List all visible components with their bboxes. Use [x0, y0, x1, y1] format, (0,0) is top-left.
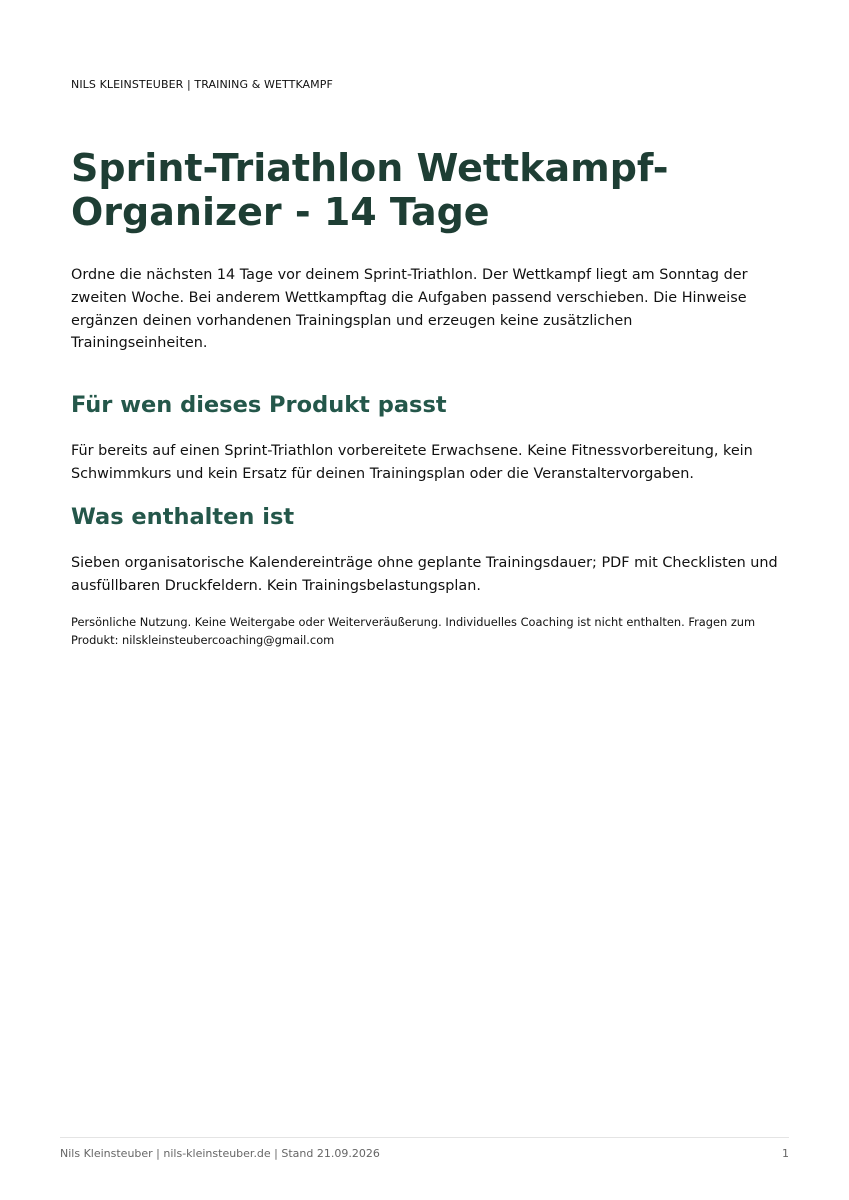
section-text-contents: Sieben organisatorische Kalendereinträge ohne geplante Trainingsdauer; PDF mit Checklisten und ausfüllbaren Druckfeldern. Kein Trainingsbelastungsplan. [71, 555, 778, 594]
section-heading-target-audience: Für wen dieses Produkt passt [71, 392, 447, 418]
page-number: 1 [782, 1147, 789, 1160]
footer-text: Nils Kleinsteuber | nils-kleinsteuber.de | Stand 21.09.2026 [60, 1147, 380, 1160]
running-header: NILS KLEINSTEUBER | TRAINING & WETTKAMPF [71, 78, 333, 91]
intro-paragraph: Ordne die nächsten 14 Tage vor deinem Sprint-Triathlon. Der Wettkampf liegt am Sonntag der zweiten Woche. Bei anderem Wettkampftag die Aufgaben passend verschieben. Die Hinweise ergänzen deinen vorhandenen Trainingsplan und erzeugen keine zusätzlichen Trainingseinheiten. [71, 267, 748, 352]
section-heading-contents: Was enthalten ist [71, 504, 295, 530]
page-title: Sprint-Triathlon Wettkampf-Organizer - 14 Tage [71, 146, 669, 234]
footer-divider [60, 1137, 789, 1138]
section-text-target-audience: Für bereits auf einen Sprint-Triathlon vorbereitete Erwachsene. Keine Fitnessvorbereitung, kein Schwimmkurs und kein Ersatz für deinen Trainingsplan oder die Veranstaltervorgaben. [71, 443, 753, 482]
usage-note: Persönliche Nutzung. Keine Weitergabe oder Weiterveräußerung. Individuelles Coaching ist nicht enthalten. Fragen zum Produkt: nilskleinsteubercoaching@gmail.com [71, 615, 756, 647]
